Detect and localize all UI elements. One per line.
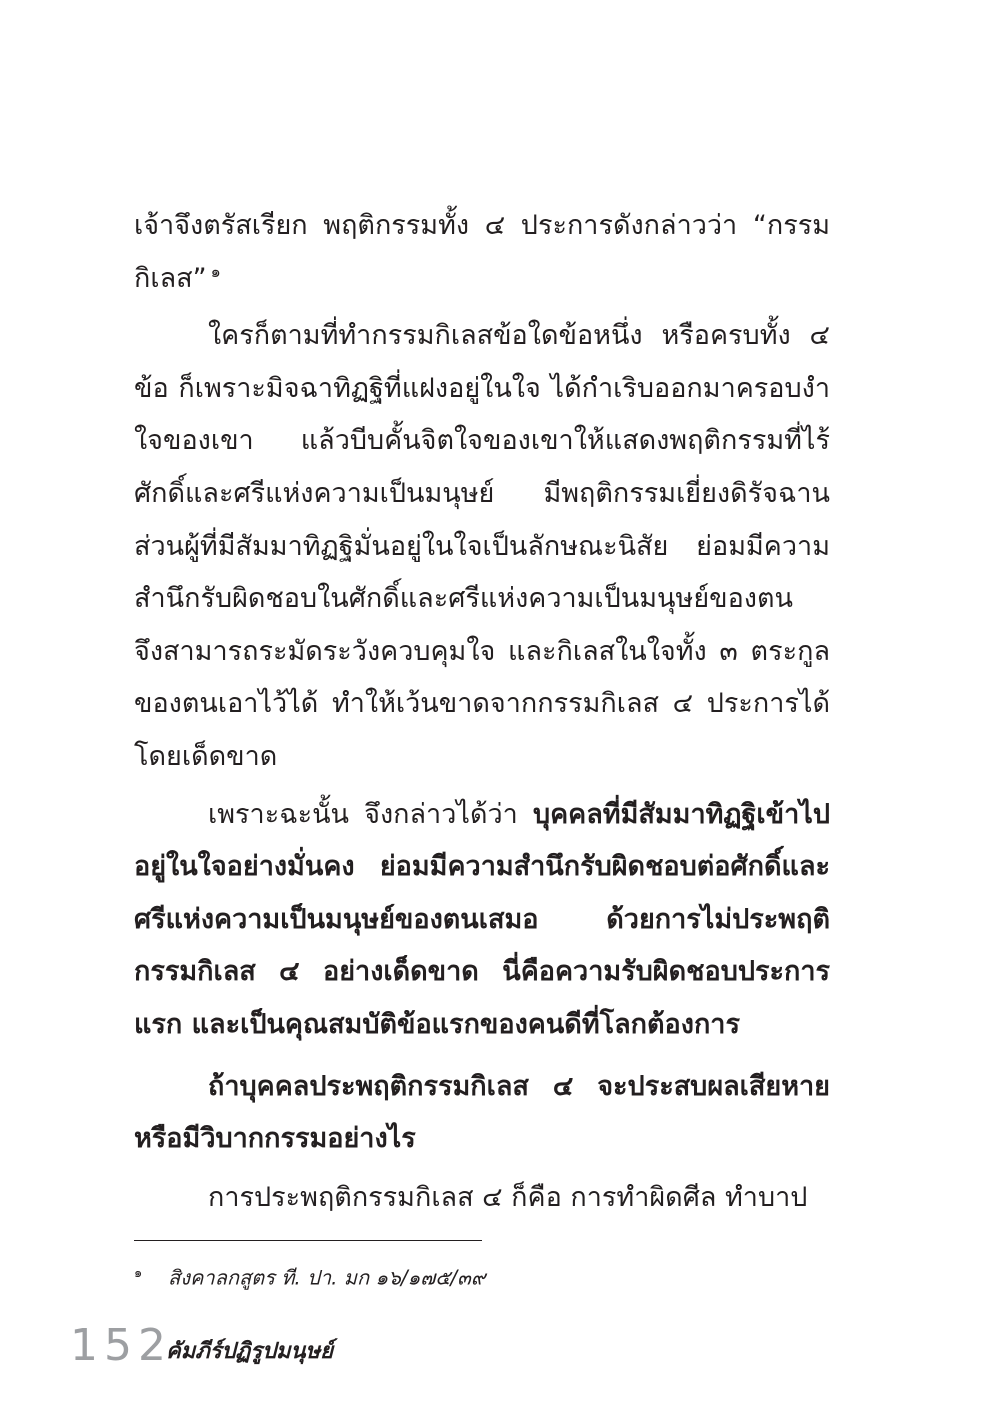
paragraph (134, 310, 830, 783)
paragraph-emphasis (134, 789, 830, 1052)
heading-text: ถ้าบุคคลประพฤติกรรมกิเลส ๔ จะประสบผลเสียหายหรือมีวิบากกรรมอย่างไร (134, 1070, 830, 1155)
paragraph (134, 1172, 830, 1225)
paragraph-lead-text: เพราะฉะนั้น จึงกล่าวได้ว่า (208, 798, 533, 830)
page-number: 152 (70, 1319, 172, 1371)
footnote (134, 1258, 830, 1294)
footnote-divider (134, 1240, 482, 1241)
page-footer (70, 1310, 333, 1380)
footnote-number: ๑ (134, 1266, 143, 1281)
paragraph-bold-text: บุคคลที่มีสัมมาทิฏฐิเข้าไปอยู่ในใจอย่างมั่นคง ย่อมมีความสำนึกรับผิดชอบต่อศักดิ์และศรีแห่งความเป็นมนุษย์ของตนเสมอ ด้วยการไม่ประพฤติกรรมกิเลส ๔ อย่างเด็ดขาด นี่คือความรับผิดชอบประการแรก และเป็นคุณสมบัติข้อแรกของคนดีที่โลกต้องการ (134, 798, 830, 1040)
paragraph-text: ใครก็ตามที่ทำกรรมกิเลสข้อใดข้อหนึ่ง หรือครบทั้ง ๔ ข้อ ก็เพราะมิจฉาทิฏฐิที่แฝงอยู่ในใจ ได้กำเริบออกมาครอบงำใจของเขา แล้วบีบคั้นจิตใจของเขาให้แสดงพฤติกรรมที่ไร้ศักดิ์และศรีแห่งความเป็นมนุษย์ มีพฤติกรรมเยี่ยงดิรัจฉาน ส่วนผู้ที่มีสัมมาทิฏฐิมั่นอยู่ในใจเป็นลักษณะนิสัย ย่อมมีความสำนึกรับผิดชอบในศักดิ์และศรีแห่งความเป็นมนุษย์ของตน จึงสามารถระมัดระวังควบคุมใจ และกิเลสในใจทั้ง ๓ ตระกูลของตนเอาไว้ได้ ทำให้เว้นขาดจากกรรมกิเลส ๔ ประการได้โดยเด็ดขาด (134, 320, 830, 772)
section-question-heading (134, 1061, 830, 1166)
paragraph-continuation (134, 200, 830, 305)
book-title: คัมภีร์ปฏิรูปมนุษย์ (165, 1338, 333, 1364)
body-text (134, 200, 830, 1224)
footnote-text: สิงคาลกสูตร ที. ปา. มก ๑๖/๑๗๕/๓๙ (168, 1265, 486, 1290)
paragraph-text: การประพฤติกรรมกิเลส ๔ ก็คือ การทำผิดศีล ทำบาป (208, 1181, 808, 1213)
paragraph-text: เจ้าจึงตรัสเรียก พฤติกรรมทั้ง ๔ ประการดังกล่าวว่า “กรรมกิเลส” (134, 210, 830, 294)
footnote-reference[interactable]: ๑ (210, 261, 221, 281)
